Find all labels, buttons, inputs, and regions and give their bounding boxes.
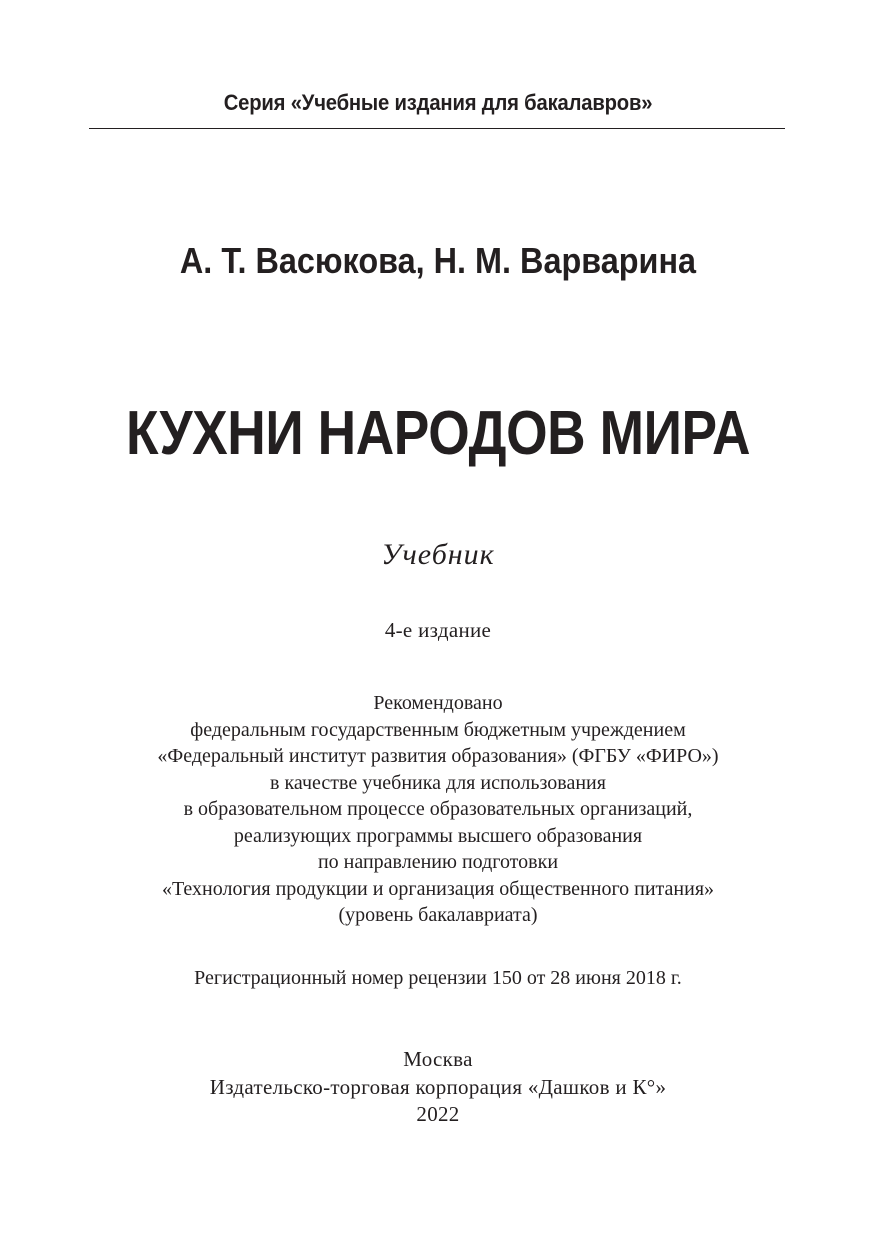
imprint (0, 1046, 876, 1129)
imprint-year: 2022 (416, 1102, 460, 1126)
recommendation-line: федеральным государственным бюджетным учреждением (190, 718, 686, 741)
recommendation-line: Рекомендовано (373, 692, 503, 714)
recommendation-block (0, 690, 876, 929)
book-type: Учебник (381, 538, 495, 571)
imprint-city: Москва (403, 1047, 473, 1071)
recommendation-line: «Технология продукции и организация общественного питания» (161, 877, 715, 900)
recommendation-line: в образовательном процессе образовательных организаций, (183, 798, 693, 820)
recommendation-line: в качестве учебника для использования (270, 771, 606, 794)
header-divider (89, 128, 785, 129)
recommendation-line: «Федеральный институт развития образования» (ФГБУ «ФИРО») (157, 745, 719, 767)
authors: А. Т. Васюкова, Н. М. Варварина (179, 240, 697, 281)
recommendation-line: реализующих программы высшего образования (233, 824, 643, 847)
book-title: КУХНИ НАРОДОВ МИРА (125, 399, 751, 468)
registration-number: Регистрационный номер рецензии 150 от 28 июня 2018 г. (194, 967, 682, 989)
recommendation-line: по направлению подготовки (317, 851, 559, 873)
recommendation-line: (уровень бакалавриата) (338, 904, 538, 926)
imprint-publisher: Издательско-торговая корпорация «Дашков и К°» (209, 1074, 667, 1099)
series-title: Серия «Учебные издания для бакалавров» (223, 90, 653, 115)
edition: 4-е издание (384, 618, 492, 642)
